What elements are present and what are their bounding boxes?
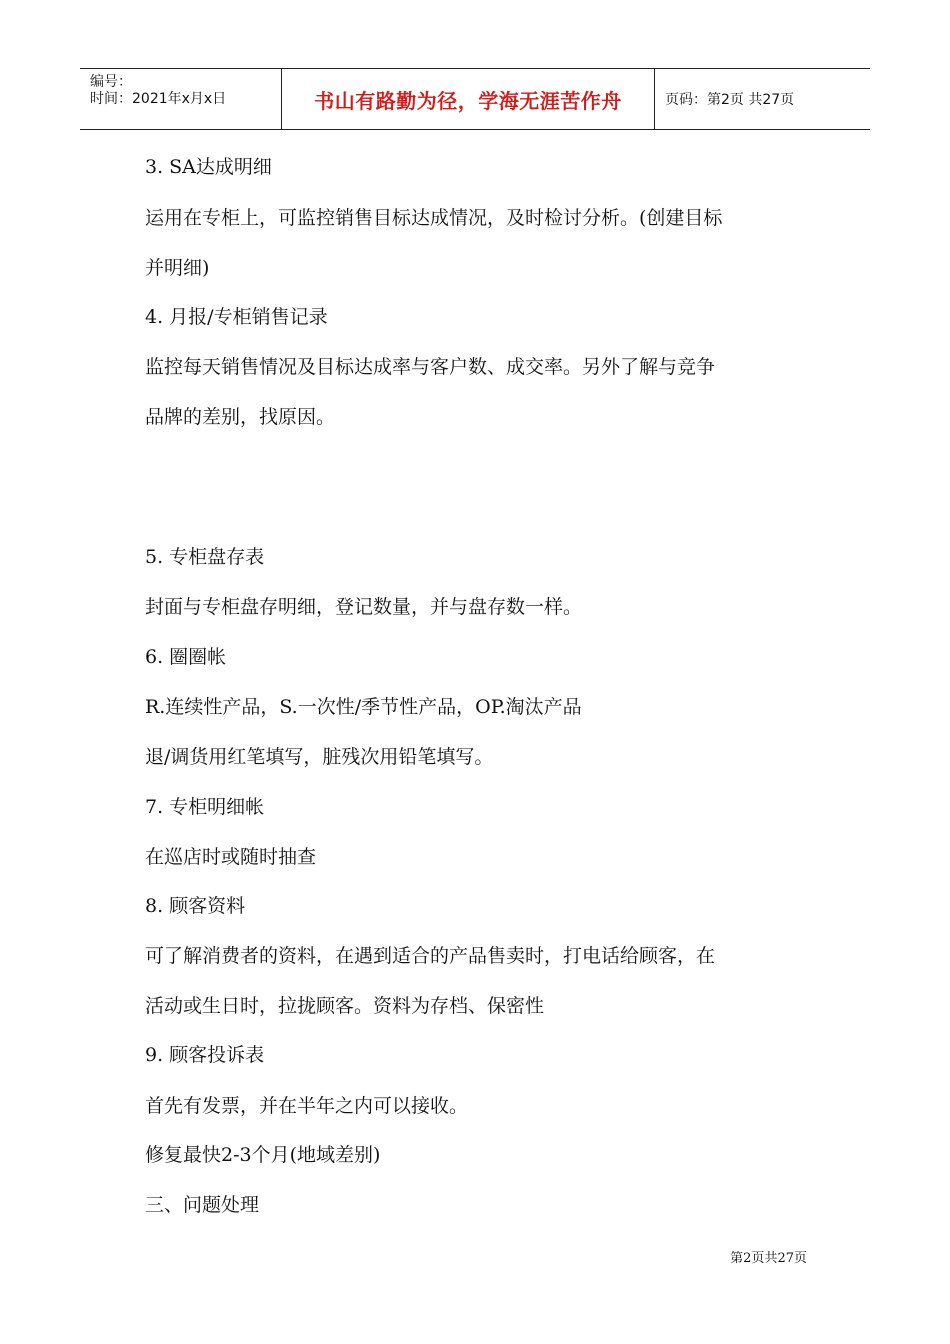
section-heading-complaint: 9. 顾客投诉表: [145, 1044, 265, 1066]
section-heading-sa: 3. SA达成明细: [145, 156, 272, 178]
section-heading-inventory: 5. 专柜盘存表: [145, 546, 265, 568]
paragraph-line: 可了解消费者的资料，在遇到适合的产品售卖时，打电话给顾客，在: [145, 945, 716, 967]
section-heading-customer-data: 8. 顾客资料: [145, 895, 246, 917]
paragraph-line: 首先有发票，并在半年之内可以接收。: [145, 1095, 469, 1117]
section-heading-monthly-report: 4. 月报/专柜销售记录: [145, 306, 328, 328]
paragraph-line: 品牌的差别，找原因。: [145, 406, 336, 428]
header-info-cell: [80, 69, 282, 129]
header-page-cell: [655, 69, 870, 129]
paragraph-line: 修复最快2-3个月(地域差别): [145, 1144, 381, 1166]
section-heading-circle-account: 6. 圈圈帐: [145, 646, 227, 668]
page-info-text: 页码：第2页 共27页: [665, 92, 795, 108]
chapter-heading-problem-handling: 三、问题处理: [145, 1194, 260, 1216]
paragraph-line: R.连续性产品，S.一次性/季节性产品，OP.淘汰产品: [145, 696, 582, 718]
serial-number-label: 编号：: [90, 74, 132, 90]
document-header: [80, 68, 870, 130]
section-heading-counter-detail: 7. 专柜明细帐: [145, 796, 265, 818]
page-footer: 第2页共27页: [730, 1251, 807, 1266]
paragraph-line: 在巡店时或随时抽查: [145, 846, 317, 868]
header-slogan-cell: [282, 69, 655, 129]
paragraph-line: 并明细): [145, 257, 210, 279]
slogan-text: 书山有路勤为径，学海无涯苦作舟: [314, 88, 622, 113]
paragraph-line: 退/调货用红笔填写，脏残次用铅笔填写。: [145, 746, 494, 768]
paragraph-line: 监控每天销售情况及目标达成率与客户数、成交率。另外了解与竞争: [145, 356, 716, 378]
paragraph-line: 活动或生日时，拉拢顾客。资料为存档、保密性: [145, 995, 545, 1017]
time-label: 时间：2021年x月x日: [90, 91, 227, 107]
paragraph-line: 封面与专柜盘存明细，登记数量，并与盘存数一样。: [145, 596, 583, 618]
paragraph-line: 运用在专柜上，可监控销售目标达成情况，及时检讨分析。(创建目标: [145, 207, 723, 229]
